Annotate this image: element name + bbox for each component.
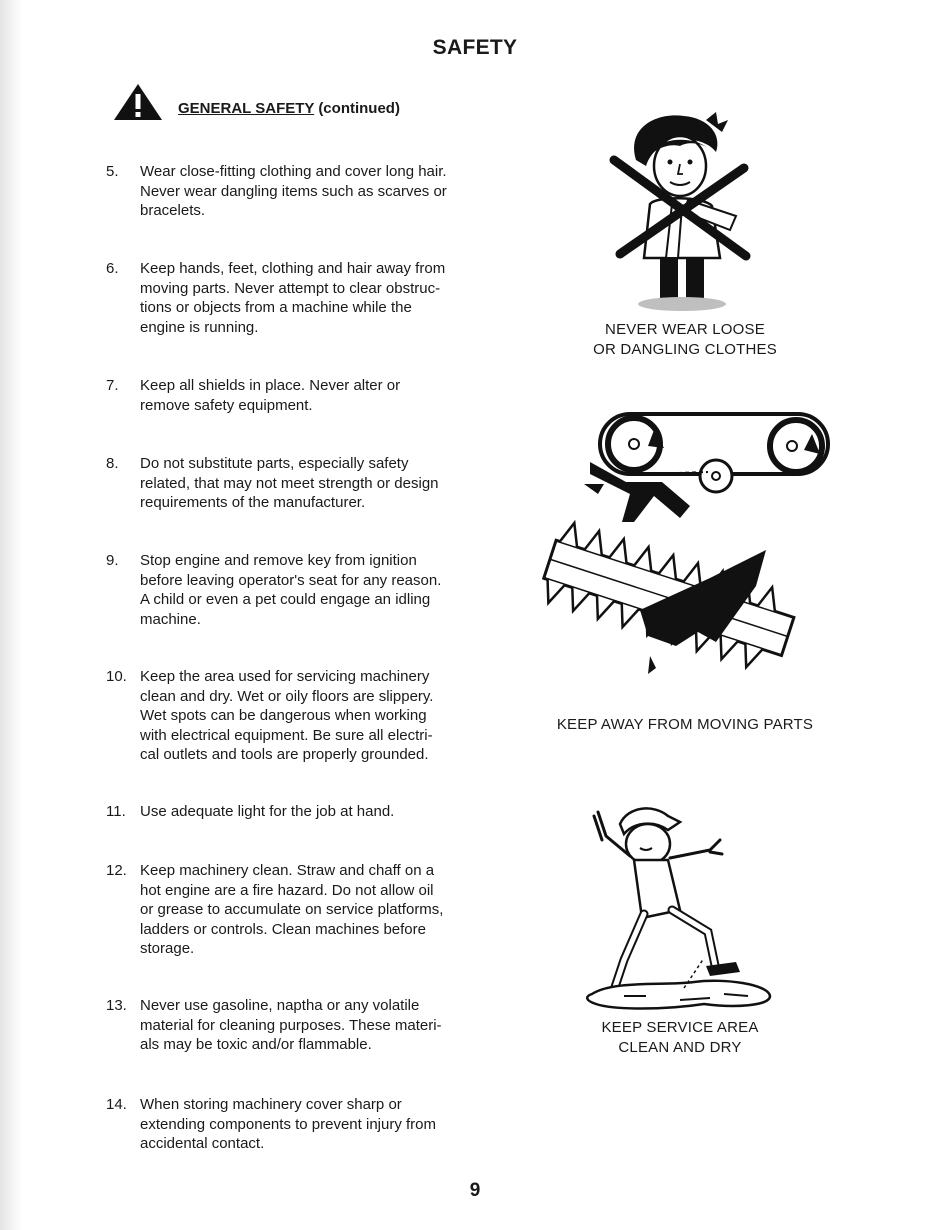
section-title	[178, 100, 400, 117]
page-number: 9	[469, 1180, 481, 1201]
hand-near-belt-and-cutter-icon	[530, 410, 830, 710]
item-number: 6.	[106, 260, 119, 277]
item-text: Use adequate light for the job at hand.	[140, 803, 395, 820]
item-text: Do not substitute parts, especially safety related, that may not meet strength or design requirements of the manufacturer.	[140, 455, 439, 511]
item-number: 8.	[106, 455, 119, 472]
item-text: Wear close-fitting clothing and cover long hair. Never wear dangling items such as scarves or bracelets.	[140, 163, 447, 219]
section-title-label: GENERAL SAFETY	[178, 100, 315, 117]
list-item	[106, 454, 478, 513]
item-number: 12.	[106, 862, 127, 879]
list-item	[106, 861, 478, 959]
figure-caption: KEEP SERVICE AREA CLEAN AND DRY	[601, 1019, 759, 1056]
item-text: Keep machinery clean. Straw and chaff on a hot engine are a fire hazard. Do not allow oil or grease to accumulate on service platforms, ladders or controls. Clean machines before storage.	[140, 862, 444, 957]
list-item	[106, 259, 478, 337]
list-item	[106, 162, 478, 221]
item-text: Keep all shields in place. Never alter or remove safety equipment.	[140, 377, 401, 414]
item-text: Keep hands, feet, clothing and hair away from moving parts. Never attempt to clear obstruc- tions or objects from a machine while the engine is running.	[140, 260, 446, 336]
item-number: 13.	[106, 997, 127, 1014]
person-slipping-on-puddle-icon	[584, 800, 776, 1012]
item-number: 5.	[106, 163, 119, 180]
figure-caption: KEEP AWAY FROM MOVING PARTS	[556, 716, 814, 733]
list-item	[106, 996, 478, 1055]
list-item	[106, 667, 478, 765]
warning-triangle-icon	[112, 82, 164, 122]
section-title-suffix: (continued)	[318, 100, 400, 117]
scan-edge	[0, 0, 22, 1230]
list-item	[106, 1095, 478, 1154]
item-text: Keep the area used for servicing machinery clean and dry. Wet or oily floors are slippery. Wet spots can be dangerous when working with electrical equipment. Be sure all electri- cal outlets and tools are properly grounded.	[140, 668, 434, 763]
list-item	[106, 551, 478, 629]
page-title: SAFETY	[432, 36, 518, 59]
crossed-out-person-loose-clothing-icon	[596, 108, 760, 314]
item-number: 7.	[106, 377, 119, 394]
item-number: 9.	[106, 552, 119, 569]
item-text: Stop engine and remove key from ignition before leaving operator's seat for any reason. A child or even a pet could engage an idling machine.	[140, 552, 442, 628]
figure-caption: NEVER WEAR LOOSE OR DANGLING CLOTHES	[593, 321, 777, 358]
item-number: 14.	[106, 1096, 127, 1113]
item-number: 10.	[106, 668, 127, 685]
item-text: Never use gasoline, naptha or any volatile material for cleaning purposes. These materi- als may be toxic and/or flammable.	[140, 997, 442, 1053]
list-item	[106, 802, 478, 822]
item-number: 11.	[106, 803, 126, 820]
item-text: When storing machinery cover sharp or extending components to prevent injury from accidental contact.	[140, 1096, 436, 1152]
list-item	[106, 376, 478, 415]
